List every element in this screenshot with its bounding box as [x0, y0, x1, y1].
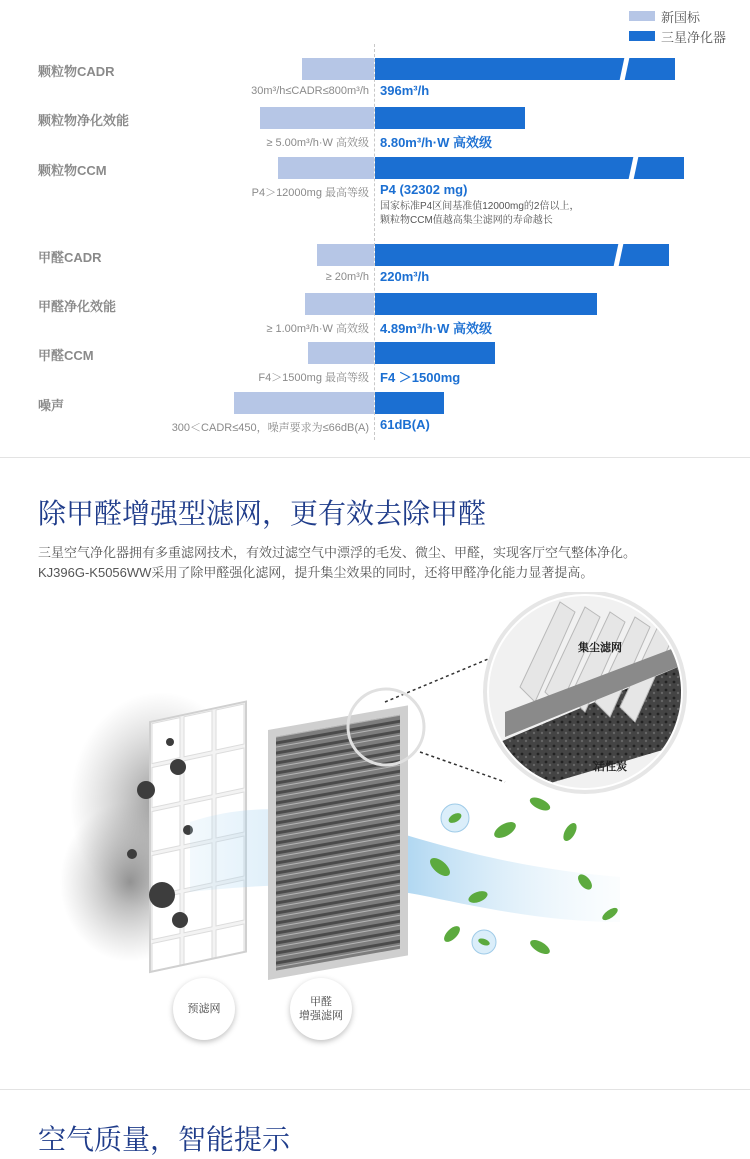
filter-section-title: 除甲醛增强型滤网，更有效去除甲醛 [38, 497, 487, 530]
pre-filter-badge [173, 978, 235, 1040]
bar-standard [234, 392, 374, 414]
metric-label: 甲醛CADR [38, 250, 102, 265]
standard-value-text: ≥ 1.00m³/h·W 高效级 [266, 323, 369, 335]
enhanced-filter-label-line-2: 增强滤网 [299, 1010, 343, 1022]
pre-filter-label: 预滤网 [187, 1003, 221, 1015]
bar-samsung [375, 157, 684, 179]
filter-illustration-graphic [0, 592, 750, 1082]
bar-samsung [375, 107, 525, 129]
legend-swatch-samsung [629, 31, 655, 41]
description-line-1: 三星空气净化器拥有多重滤网技术，有效过滤空气中漂浮的毛发、微尘、甲醛，实现客厅空气整体净化。 [38, 545, 637, 560]
standard-value-text: 30m³/h≤CADR≤800m³/h [251, 85, 369, 97]
samsung-value-text: P4 (32302 mg) [380, 182, 468, 197]
metric-label: 颗粒物CADR [38, 64, 115, 79]
bar-standard [308, 342, 374, 364]
comparison-chart [0, 0, 750, 455]
metric-label: 颗粒物净化效能 [38, 113, 130, 128]
zoom-label-activated-carbon: 活性炭 [594, 761, 627, 773]
samsung-value-note: 国家标准P4区间基准值12000mg的2倍以上， [380, 201, 580, 212]
metric-label: 颗粒物CCM [38, 163, 107, 178]
legend-item-samsung [629, 26, 726, 46]
samsung-value-text: F4 ＞1500mg [380, 370, 461, 385]
standard-value-text: F4＞1500mg 最高等级 [258, 372, 369, 384]
legend-label-standard: 新国标 [660, 9, 700, 25]
samsung-value-text: 8.80m³/h·W 高效级 [380, 135, 492, 150]
legend-swatch-standard [629, 11, 655, 21]
bar-samsung [375, 342, 495, 364]
next-section-title: 空气质量，智能提示 [38, 1123, 291, 1156]
standard-value-text: ≥ 5.00m³/h·W 高效级 [266, 137, 369, 149]
enhanced-filter-label [299, 995, 343, 1023]
samsung-value-text: 220m³/h [380, 269, 430, 284]
description-line-2: KJ396G-K5056WW采用了除甲醛强化滤网，提升集尘效果的同时，还将甲醛净化能力显著提高。 [38, 565, 594, 580]
bar-standard [278, 157, 374, 179]
samsung-value-text: 396m³/h [380, 83, 430, 98]
bar-standard [305, 293, 374, 315]
enhanced-filter-graphic [268, 705, 408, 980]
bar-standard [302, 58, 374, 80]
section-divider-bottom [0, 1089, 750, 1090]
legend-item-standard [629, 6, 726, 26]
legend-label-samsung: 三星净化器 [660, 29, 726, 45]
bar-standard [317, 244, 374, 266]
bar-samsung [375, 58, 675, 80]
filter-illustration [0, 592, 750, 1082]
section-divider [0, 457, 750, 458]
bar-standard [260, 107, 374, 129]
chart-legend [629, 6, 726, 46]
chart-center-divider [374, 44, 375, 440]
metric-label: 甲醛CCM [38, 348, 94, 363]
standard-value-text: P4＞12000mg 最高等级 [251, 187, 369, 199]
standard-value-text: 300＜CADR≤450，噪声要求为≤66dB(A) [171, 422, 369, 434]
enhanced-filter-badge [290, 978, 352, 1040]
enhanced-filter-label-line-1: 甲醛 [310, 996, 332, 1008]
bar-samsung [375, 244, 669, 266]
bar-samsung [375, 293, 597, 315]
metric-label: 甲醛净化效能 [38, 299, 117, 314]
samsung-value-note: 颗粒物CCM值越高集尘滤网的寿命越长 [380, 215, 553, 226]
bar-samsung [375, 392, 444, 414]
samsung-value-text: 61dB(A) [380, 417, 430, 432]
zoom-connector-line-lower [420, 752, 505, 782]
samsung-value-text: 4.89m³/h·W 高效级 [380, 321, 492, 336]
filter-section-description [38, 543, 636, 583]
standard-value-text: ≥ 20m³/h [325, 271, 369, 283]
metric-label: 噪声 [38, 398, 65, 413]
zoom-detail [480, 592, 690, 802]
zoom-label-dust-filter: 集尘滤网 [578, 642, 622, 654]
